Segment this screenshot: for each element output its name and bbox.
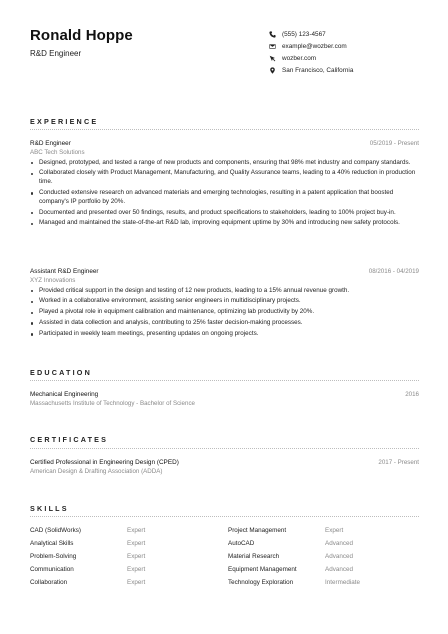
contact-website-text[interactable]: wozber.com <box>282 54 317 62</box>
experience-entry <box>30 140 419 230</box>
skills-divider <box>30 516 419 517</box>
skill-name: Material Research <box>228 552 280 560</box>
location-pin-icon <box>268 67 276 75</box>
job-title: R&D Engineer <box>30 140 71 147</box>
skill-row <box>30 527 419 540</box>
certificate-issuer: American Design & Drafting Association (ADDA) <box>30 467 163 475</box>
link-icon <box>268 54 276 62</box>
degree-title: Mechanical Engineering <box>30 391 99 398</box>
skill-row <box>30 553 419 566</box>
bullet-item: Managed and maintained the state-of-the-art R&D lab, improving equipment uptime by 30% and introducing new safety protocols. <box>30 219 419 228</box>
skill-level: Advanced <box>325 539 354 547</box>
certificates-divider <box>30 448 419 449</box>
bullet-item: Documented and presented over 50 findings, results, and product specifications to stakeholders, leading to 100% project buy-in. <box>30 209 419 218</box>
experience-heading: EXPERIENCE <box>30 117 99 126</box>
contact-location <box>268 65 428 77</box>
candidate-title: R&D Engineer <box>30 49 82 58</box>
certificates-heading: CERTIFICATES <box>30 435 109 444</box>
contact-email[interactable] <box>268 40 428 52</box>
job-bullets <box>30 287 419 339</box>
certificate-entry <box>30 459 419 475</box>
education-date: 2016 <box>405 391 419 398</box>
contact-location-text: San Francisco, California <box>282 67 354 75</box>
education-divider <box>30 380 419 381</box>
skill-name: AutoCAD <box>228 539 255 547</box>
skill-name: Communication <box>30 565 74 573</box>
skill-name: Equipment Management <box>228 565 297 573</box>
skill-name: Collaboration <box>30 578 68 586</box>
job-company: XYZ Innovations <box>30 276 76 284</box>
job-title: Assistant R&D Engineer <box>30 268 99 275</box>
school-name: Massachusetts Institute of Technology - Bachelor of Science <box>30 399 195 407</box>
skill-name: Technology Exploration <box>228 578 294 586</box>
bullet-item: Assisted in data collection and analysis, contributing to 25% faster decision-making processes. <box>30 319 419 328</box>
skill-name: Project Management <box>228 527 287 534</box>
skill-row <box>30 540 419 553</box>
bullet-item: Collaborated closely with Product Management, Manufacturing, and Quality Assurance teams, leading to a 40% reduction in production time. <box>30 169 419 186</box>
skill-level: Advanced <box>325 552 354 560</box>
experience-divider <box>30 129 419 130</box>
bullet-item: Conducted extensive research on advanced materials and emerging technologies, resulting in a patent application that boosted company's IP portfolio by 20%. <box>30 189 419 206</box>
contact-list <box>268 28 428 77</box>
skills-grid <box>30 527 419 591</box>
skill-level: Advanced <box>325 565 354 573</box>
experience-entry <box>30 268 419 341</box>
job-dates: 05/2019 - Present <box>369 140 419 147</box>
contact-website[interactable] <box>268 52 428 64</box>
skill-level: Expert <box>127 565 146 573</box>
job-company: ABC Tech Solutions <box>30 148 85 156</box>
bullet-item: Worked in a collaborative environment, assisting senior engineers in multidisciplinary projects. <box>30 297 419 306</box>
skill-level: Expert <box>127 527 146 534</box>
skill-level: Expert <box>325 527 344 534</box>
contact-email-text[interactable]: example@wozber.com <box>282 42 347 50</box>
email-icon <box>268 42 276 50</box>
phone-icon <box>268 30 276 38</box>
bullet-item: Designed, prototyped, and tested a range of new products and components, ensuring that 98% met industry and company standards. <box>30 159 419 168</box>
candidate-name: Ronald Hoppe <box>30 27 133 44</box>
skill-level: Intermediate <box>325 578 361 586</box>
certificate-date: 2017 - Present <box>378 459 419 466</box>
skill-name: Analytical Skills <box>30 539 74 547</box>
certificate-name: Certified Professional in Engineering Design (CPED) <box>30 459 179 466</box>
job-bullets <box>30 159 419 229</box>
bullet-item: Played a pivotal role in equipment calibration and maintenance, optimizing lab productivity by 20%. <box>30 308 419 317</box>
contact-phone-text: (555) 123-4567 <box>282 30 326 38</box>
contact-phone <box>268 28 428 40</box>
skill-row <box>30 579 419 592</box>
skill-name: CAD (SolidWorks) <box>30 527 81 534</box>
skill-name: Problem-Solving <box>30 552 77 560</box>
education-entry <box>30 391 419 407</box>
skill-level: Expert <box>127 578 146 586</box>
bullet-item: Provided critical support in the design and testing of 12 new products, leading to a 15% annual revenue growth. <box>30 287 419 296</box>
bullet-item: Participated in weekly team meetings, presenting updates on ongoing projects. <box>30 330 419 339</box>
skill-level: Expert <box>127 539 146 547</box>
skill-level: Expert <box>127 552 146 560</box>
job-dates: 08/2016 - 04/2019 <box>368 268 419 275</box>
skill-row <box>30 566 419 579</box>
education-heading: EDUCATION <box>30 368 92 377</box>
skills-heading: SKILLS <box>30 504 69 513</box>
